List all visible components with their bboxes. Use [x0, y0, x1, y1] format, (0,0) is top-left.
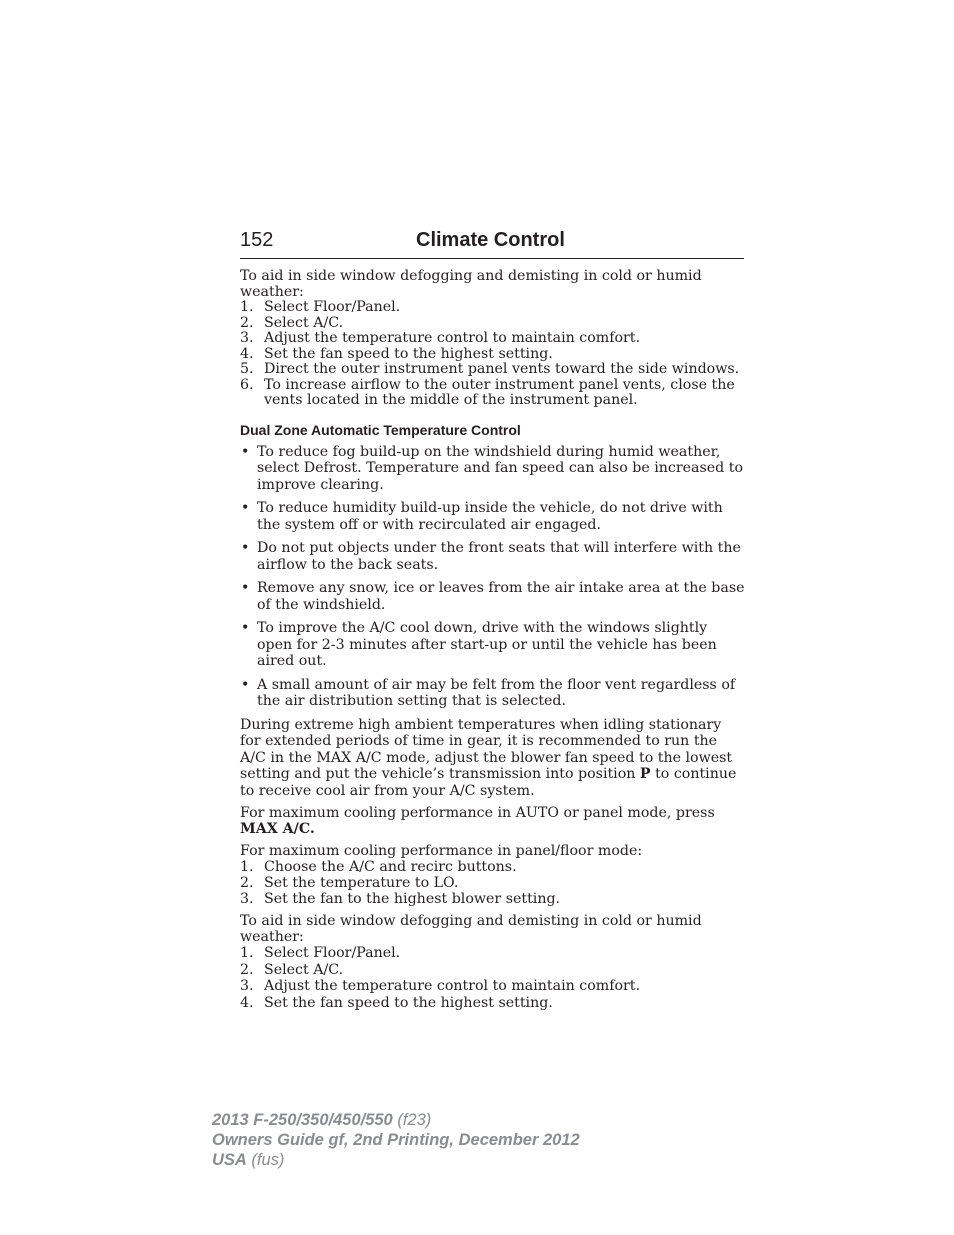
- step-text: Set the fan to the highest blower setting.: [264, 891, 561, 907]
- defog-steps: [240, 300, 746, 409]
- footer-model-code: (f23): [392, 1111, 432, 1129]
- step-number: 3.: [240, 330, 254, 346]
- step-number: 6.: [240, 376, 254, 393]
- step-number: 1.: [240, 299, 254, 315]
- list-item: [240, 677, 746, 710]
- list-item: [240, 875, 746, 891]
- step-text: Choose the A/C and recirc buttons.: [264, 859, 517, 875]
- bullet-text: To reduce fog build-up on the windshield during humid weather, select Defrost. Temperature and fan speed can also be increased to improve clearing.: [257, 443, 743, 493]
- step-text: Direct the outer instrument panel vents toward the side windows.: [264, 361, 740, 377]
- page-content: [240, 268, 746, 1011]
- extreme-temps-text: During extreme high ambient temperatures when idling stationary for extended periods of time in gear, it is recommended to run the A/C in the MAX A/C mode, adjust the blower fan speed to the lowest setting and put the vehicle’s transmission into position: [240, 716, 733, 782]
- panel-floor-steps: [240, 859, 746, 907]
- step-text: Select Floor/Panel.: [264, 299, 401, 315]
- step-text: Adjust the temperature control to maintain comfort.: [264, 978, 641, 994]
- step-number: 4.: [240, 994, 254, 1011]
- park-position: P: [639, 766, 651, 782]
- list-item: [240, 331, 746, 347]
- page-number: 152: [240, 229, 274, 251]
- list-item: [240, 995, 746, 1012]
- bullet-mark: •: [241, 540, 250, 556]
- bullet-text: A small amount of air may be felt from the floor vent regardless of the air distribution setting that is selected.: [257, 676, 736, 709]
- max-ac-label: MAX A/C.: [240, 821, 315, 837]
- list-item: [240, 891, 746, 907]
- extreme-temps-text-end: to continue to receive cool air from your A/C system.: [240, 766, 737, 799]
- list-item: [240, 444, 746, 494]
- dual-zone-heading: Dual Zone Automatic Temperature Control: [240, 421, 521, 438]
- step-number: 2.: [240, 314, 254, 331]
- list-item: [240, 316, 746, 332]
- step-text: Select A/C.: [264, 314, 344, 331]
- step-number: 3.: [240, 891, 254, 907]
- bullet-mark: •: [241, 620, 250, 636]
- footer-edition: Owners Guide gf, 2nd Printing, December 2012: [212, 1131, 580, 1149]
- extreme-temps-paragraph: [240, 717, 746, 800]
- list-item: [240, 620, 746, 670]
- bullet-text: To improve the A/C cool down, drive with the windows slightly open for 2-3 minutes after start-up or until the vehicle has been aired out.: [257, 620, 717, 669]
- list-item: [240, 962, 746, 979]
- page-footer: [212, 1110, 580, 1170]
- list-item: [240, 978, 746, 995]
- list-item: [240, 347, 746, 363]
- step-number: 2.: [240, 961, 254, 978]
- defog-intro: To aid in side window defogging and demisting in cold or humid weather:: [240, 268, 702, 300]
- footer-line-model: [212, 1110, 580, 1130]
- step-text: Set the fan speed to the highest setting.: [264, 345, 553, 362]
- step-number: 1.: [240, 859, 254, 875]
- max-cooling-auto-text: For maximum cooling performance in AUTO or panel mode, press: [240, 805, 715, 821]
- step-number: 2.: [240, 875, 254, 891]
- bullet-text: To reduce humidity build-up inside the vehicle, do not drive with the system off or with recirculated air engaged.: [257, 500, 723, 533]
- defog-steps-repeat: [240, 945, 746, 1011]
- bullet-text: Remove any snow, ice or leaves from the air intake area at the base of the windshield.: [257, 580, 745, 613]
- step-text: To increase airflow to the outer instrument panel vents, close the vents located in the middle of the instrument panel.: [264, 376, 735, 408]
- step-text: Set the fan speed to the highest setting.: [264, 994, 553, 1011]
- step-text: Select A/C.: [264, 961, 344, 978]
- step-number: 1.: [240, 945, 254, 961]
- defog-intro-repeat: To aid in side window defogging and demisting in cold or humid weather:: [240, 913, 702, 945]
- step-text: Set the temperature to LO.: [264, 875, 459, 891]
- bullet-mark: •: [241, 500, 250, 516]
- list-item: [240, 500, 746, 533]
- panel-floor-intro: For maximum cooling performance in panel/floor mode:: [240, 843, 643, 859]
- bullet-mark: •: [241, 676, 250, 693]
- list-item: [240, 362, 746, 378]
- list-item: [240, 378, 746, 409]
- bullet-text: Do not put objects under the front seats that will interfere with the airflow to the back seats.: [257, 540, 741, 573]
- page-header: [240, 228, 744, 259]
- footer-market-code: (fus): [246, 1151, 285, 1169]
- footer-model: 2013 F-250/350/450/550: [212, 1111, 393, 1129]
- footer-line-edition: [212, 1130, 580, 1150]
- list-item: [240, 580, 746, 613]
- step-number: 3.: [240, 978, 254, 994]
- footer-line-market: [212, 1150, 580, 1170]
- list-item: [240, 945, 746, 962]
- list-item: [240, 540, 746, 573]
- step-text: Select Floor/Panel.: [264, 945, 401, 961]
- list-item: [240, 300, 746, 316]
- step-text: Adjust the temperature control to maintain comfort.: [264, 330, 641, 346]
- max-cooling-auto-paragraph: [240, 805, 746, 837]
- list-item: [240, 859, 746, 875]
- bullet-mark: •: [241, 580, 250, 596]
- step-number: 4.: [240, 345, 254, 362]
- footer-market: USA: [212, 1151, 247, 1169]
- step-number: 5.: [240, 361, 254, 377]
- dual-zone-bullets: [240, 444, 746, 710]
- bullet-mark: •: [241, 443, 250, 460]
- section-title: Climate Control: [416, 229, 565, 251]
